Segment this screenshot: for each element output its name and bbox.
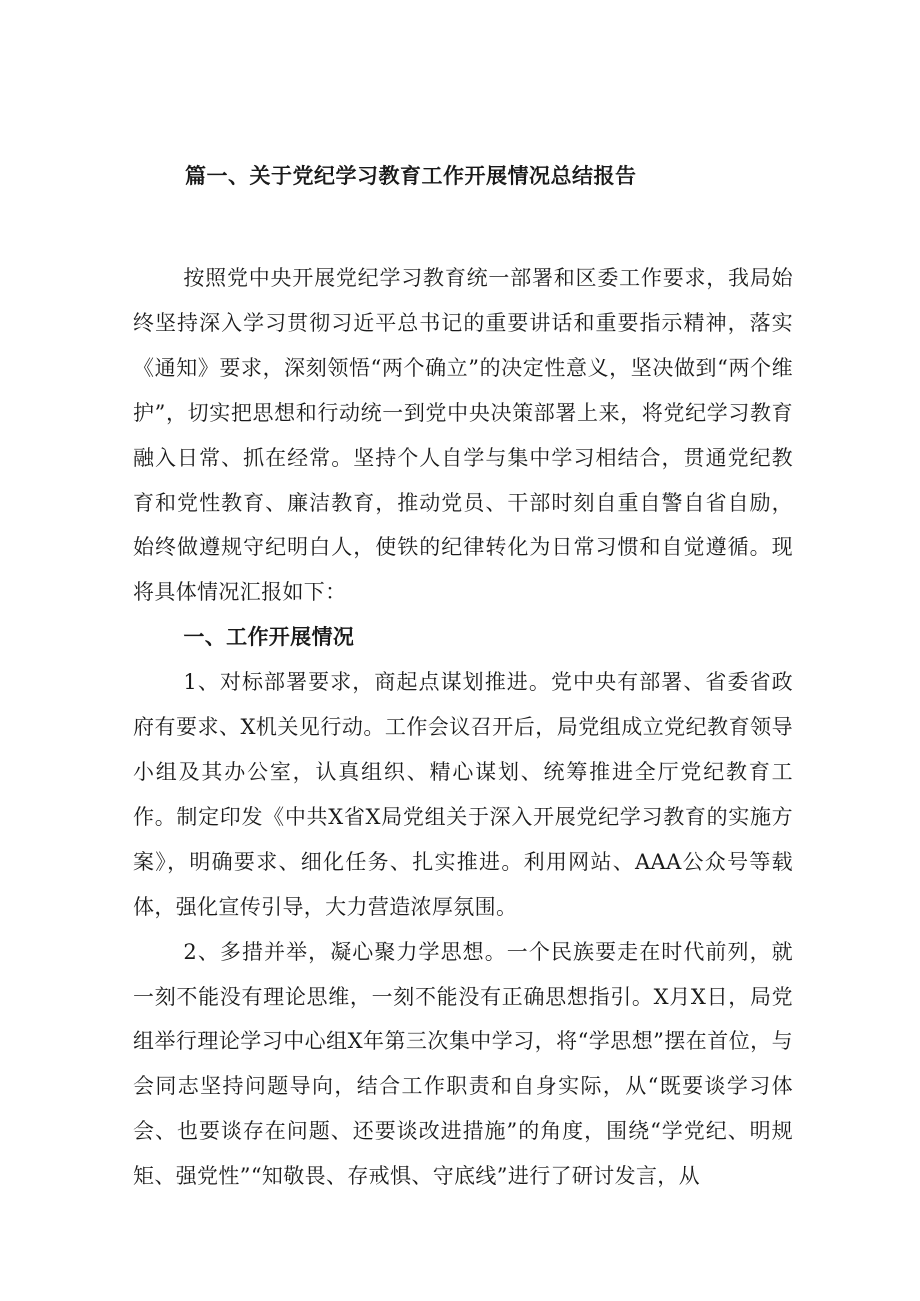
document-title: 篇一、关于党纪学习教育工作开展情况总结报告	[185, 163, 637, 188]
document-body	[133, 256, 793, 1199]
paragraph-2: 2、多措并举，凝心聚力学思想。一个民族要走在时代前列，就一刻不能没有理论思维，一刻不能没有正确思想指引。X月X日，局党组举行理论学习中心组X年第三次集中学习，将“学思想”摆在首位，与会同志坚持问题导向，结合工作职责和自身实际，从“既要谈学习体会、也要谈存在问题、还要谈改进措施”的角度，围绕“学党纪、明规矩、强党性”“知敬畏、存戒惧、守底线”进行了研讨发言，从	[133, 939, 793, 1189]
paragraph-1: 1、对标部署要求，商起点谋划推进。党中央有部署、省委省政府有要求、X机关见行动。工作会议召开后，局党组成立党纪教育领导小组及其办公室，认真组织、精心谋划、统筹推进全厅党纪教育工作。制定印发《中共X省X局党组关于深入开展党纪学习教育的实施方案》，明确要求、细化任务、扎实推进。利用网站、AAA公众号等载体，强化宣传引导，大力营造浓厚氛围。	[133, 670, 793, 919]
intro-paragraph: 按照党中央开展党纪学习教育统一部署和区委工作要求，我局始终坚持深入学习贯彻习近平总书记的重要讲话和重要指示精神，落实《通知》要求，深刻领悟“两个确立”的决定性意义，坚决做到“两个维护”，切实把思想和行动统一到党中央决策部署上来，将党纪学习教育融入日常、抓在经常。坚持个人自学与集中学习相结合，贯通党纪教育和党性教育、廉洁教育，推动党员、干部时刻自重自警自省自励，始终做遵规守纪明白人，使铁的纪律转化为日常习惯和自觉遵循。现将具体情况汇报如下：	[133, 266, 793, 605]
section-heading: 一、工作开展情况	[183, 624, 355, 650]
